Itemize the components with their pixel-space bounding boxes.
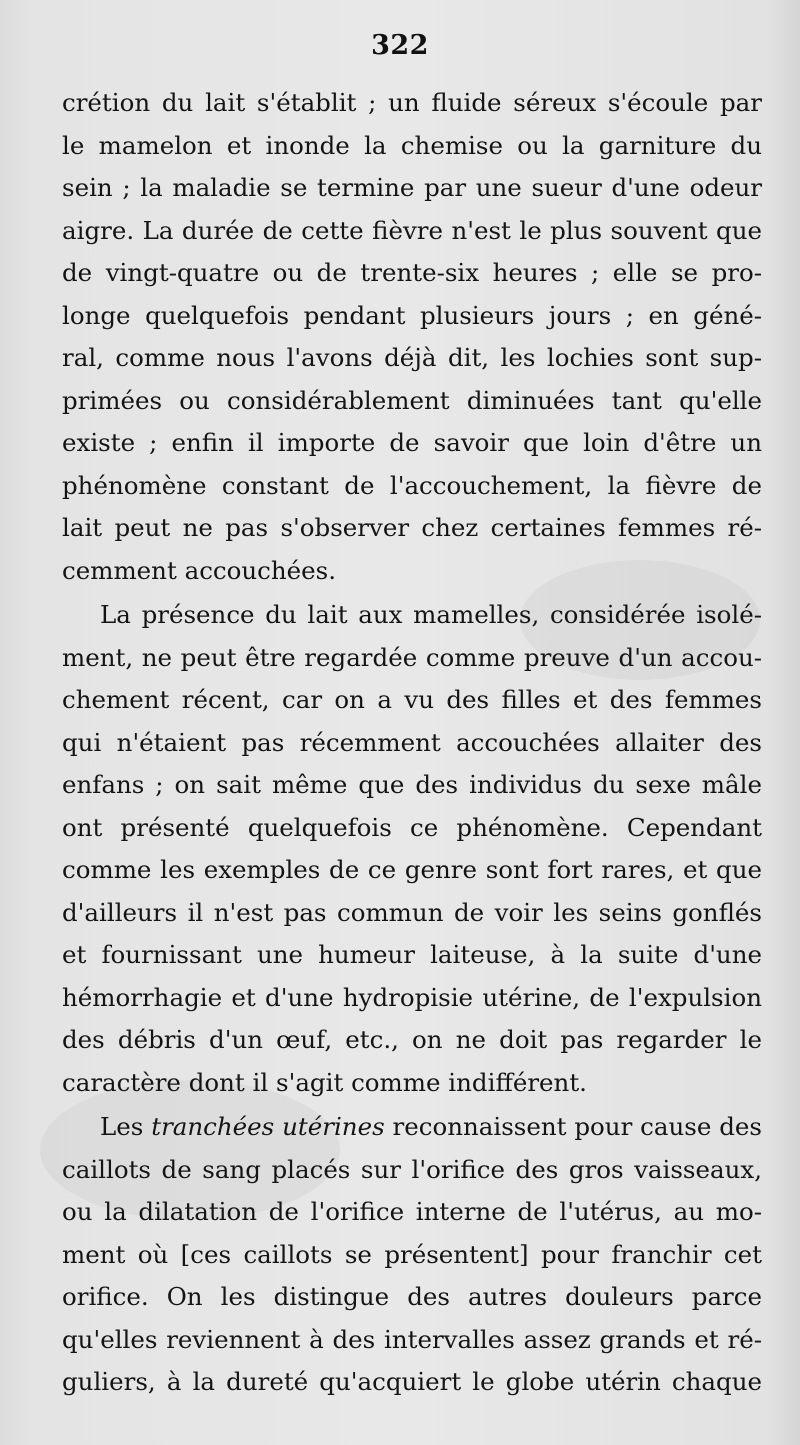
text-line: cemment accouchées. (62, 556, 337, 585)
text-line: existe ; enfin il importe de savoir que loin d'être un (62, 428, 762, 457)
paragraph-lead: Les (100, 1112, 152, 1141)
text-line: crétion du lait s'établit ; un fluide séreux s'écoule par (62, 88, 762, 117)
text-line: qui n'étaient pas récemment accouchées allaiter des (62, 728, 762, 757)
text-line: caractère dont il s'agit comme indifférent. (62, 1068, 587, 1097)
text-line: ont présenté quelquefois ce phénomène. Cependant (62, 813, 762, 842)
text-line: d'ailleurs il n'est pas commun de voir les seins gonflés (62, 898, 762, 927)
text-line: et fournissant une humeur laiteuse, à la suite d'une (62, 940, 762, 969)
text-line: caillots de sang placés sur l'orifice des gros vaisseaux, (62, 1155, 762, 1184)
text-line: le mamelon et inonde la chemise ou la garniture du (62, 131, 762, 160)
text-line: phénomène constant de l'accouchement, la fièvre de (62, 471, 762, 500)
text-line: ral, comme nous l'avons déjà dit, les lochies sont sup- (62, 343, 762, 372)
text-line: primées ou considérablement diminuées tant qu'elle (62, 386, 762, 415)
italic-term: tranchées utérines (151, 1112, 385, 1141)
text-line: guliers, à la dureté qu'acquiert le globe utérin chaque (62, 1367, 762, 1396)
text-line: enfans ; on sait même que des individus du sexe mâle (62, 770, 762, 799)
text-line: de vingt-quatre ou de trente-six heures ; elle se pro- (62, 258, 762, 287)
text-line: lait peut ne pas s'observer chez certaines femmes ré- (62, 513, 762, 542)
text-line: aigre. La durée de cette fièvre n'est le plus souvent que (62, 216, 762, 245)
page-number: 322 (371, 30, 429, 61)
text-line: La présence du lait aux mamelles, considérée isolé- (100, 600, 762, 629)
text-line: des débris d'un œuf, etc., on ne doit pas regarder le (62, 1025, 762, 1054)
text-line: ment où [ces caillots se présentent] pour franchir cet (62, 1240, 762, 1269)
text-line (100, 1106, 762, 1148)
text-line: comme les exemples de ce genre sont fort rares, et que (62, 855, 762, 884)
text-line: sein ; la maladie se termine par une sueur d'une odeur (62, 173, 762, 202)
text-line: qu'elles reviennent à des intervalles assez grands et ré- (62, 1325, 762, 1354)
text-fragment: reconnaissent pour cause des (392, 1112, 762, 1141)
text-line: ou la dilatation de l'orifice interne de l'utérus, au mo- (62, 1197, 762, 1226)
text-line: ment, ne peut être regardée comme preuve d'un accou- (62, 643, 762, 672)
text-line: chement récent, car on a vu des filles et des femmes (62, 685, 762, 714)
text-line: orifice. On les distingue des autres douleurs parce (62, 1282, 762, 1311)
text-line: hémorrhagie et d'une hydropisie utérine, de l'expulsion (62, 983, 762, 1012)
text-line: longe quelquefois pendant plusieurs jours ; en géné- (62, 301, 762, 330)
